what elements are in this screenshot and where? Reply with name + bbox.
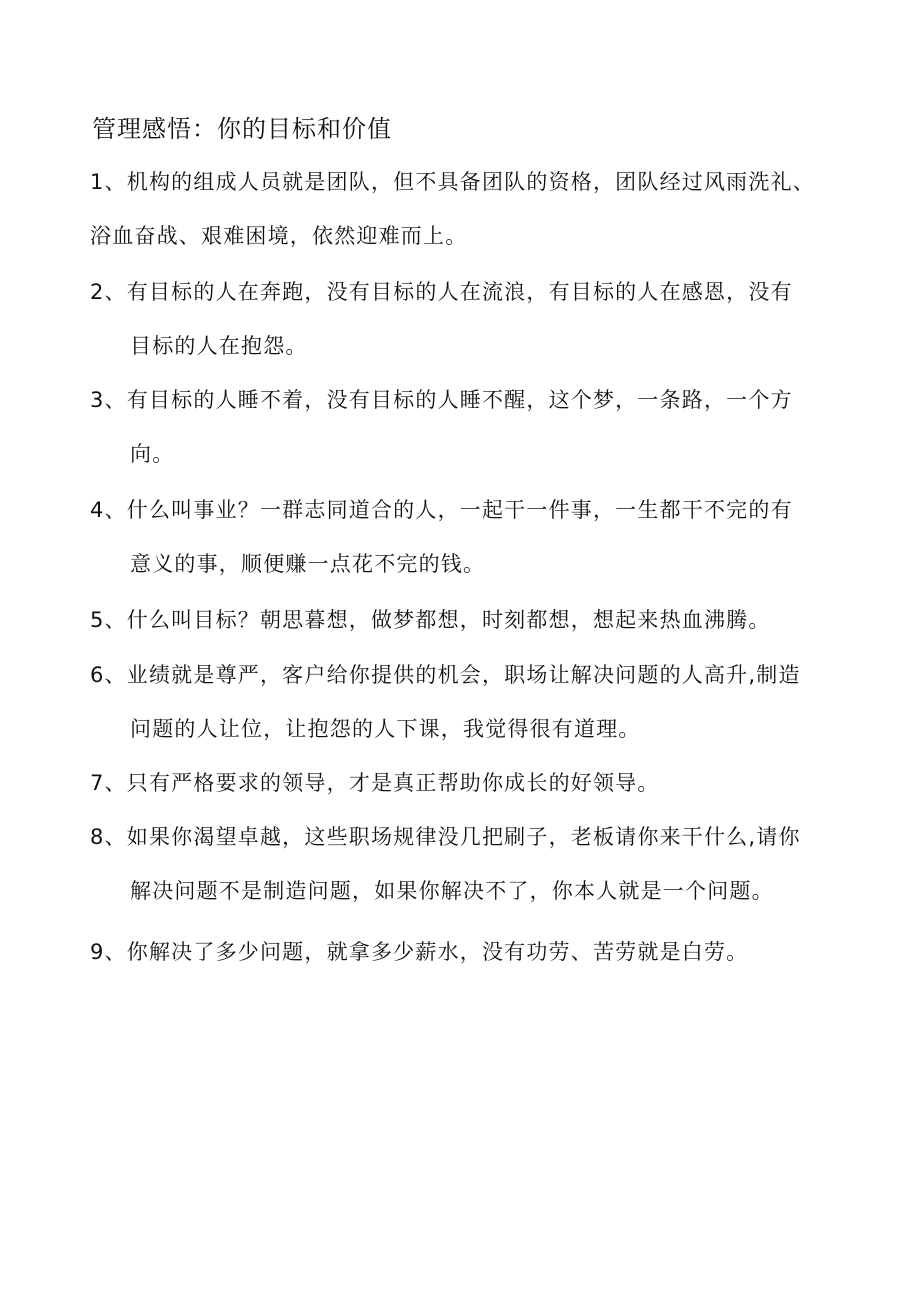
list-item-7: [90, 756, 850, 810]
item-text: 什么叫目标？朝思暮想，做梦都想，时刻都想，想起来热血沸腾。: [126, 608, 771, 632]
list-item-3: [90, 373, 850, 481]
item-text: 有目标的人在奔跑，没有目标的人在流浪，有目标的人在感恩，没有: [126, 280, 793, 304]
list-item-1: [90, 155, 850, 263]
item-line: [90, 483, 850, 537]
item-number: 1、: [90, 170, 127, 194]
item-number: 8、: [90, 825, 127, 849]
item-number: 7、: [90, 771, 127, 795]
item-line: [90, 593, 850, 647]
item-line: [90, 648, 850, 702]
list-item-6: [90, 648, 850, 756]
list-item-4: [90, 483, 850, 591]
item-line-continued: 目标的人在抱怨。: [130, 334, 308, 358]
item-line: [90, 925, 850, 979]
item-text: 什么叫事业？一群志同道合的人，一起干一件事，一生都干不完的有: [126, 498, 793, 522]
item-text: 你解决了多少问题，就拿多少薪水，没有功劳、苦劳就是白劳。: [126, 940, 749, 964]
item-text: 业绩就是尊严，客户给你提供的机会，职场让解决问题的人高升,制造: [126, 663, 801, 687]
item-line: [90, 810, 850, 864]
item-line-continued: 解决问题不是制造问题，如果你解决不了，你本人就是一个问题。: [130, 879, 774, 903]
item-line: [90, 155, 850, 209]
item-line-continued: 向。: [130, 442, 175, 466]
list-item-9: [90, 925, 850, 979]
item-text: 如果你渴望卓越，这些职场规律没几把刷子，老板请你来干什么,请你: [126, 825, 801, 849]
item-line-continued: 浴血奋战、艰难困境，依然迎难而上。: [90, 224, 468, 248]
item-number: 2、: [90, 280, 127, 304]
item-text: 机构的组成人员就是团队，但不具备团队的资格，团队经过风雨洗礼、: [126, 170, 815, 194]
item-number: 4、: [90, 498, 127, 522]
list-item-8: [90, 810, 850, 918]
list-item-2: [90, 265, 850, 373]
item-number: 9、: [90, 940, 127, 964]
item-line: [90, 373, 850, 427]
list-item-5: [90, 593, 850, 647]
item-line-continued: 意义的事，顺便赚一点花不完的钱。: [130, 552, 486, 576]
item-number: 3、: [90, 388, 127, 412]
document-title: 管理感悟：你的目标和价值: [92, 115, 392, 143]
item-text: 只有严格要求的领导，才是真正帮助你成长的好领导。: [126, 771, 660, 795]
item-text: 有目标的人睡不着，没有目标的人睡不醒，这个梦，一条路，一个方: [126, 388, 793, 412]
item-line-continued: 问题的人让位，让抱怨的人下课，我觉得很有道理。: [130, 717, 641, 741]
item-line: [90, 756, 850, 810]
item-number: 6、: [90, 663, 127, 687]
item-number: 5、: [90, 608, 127, 632]
item-line: [90, 265, 850, 319]
